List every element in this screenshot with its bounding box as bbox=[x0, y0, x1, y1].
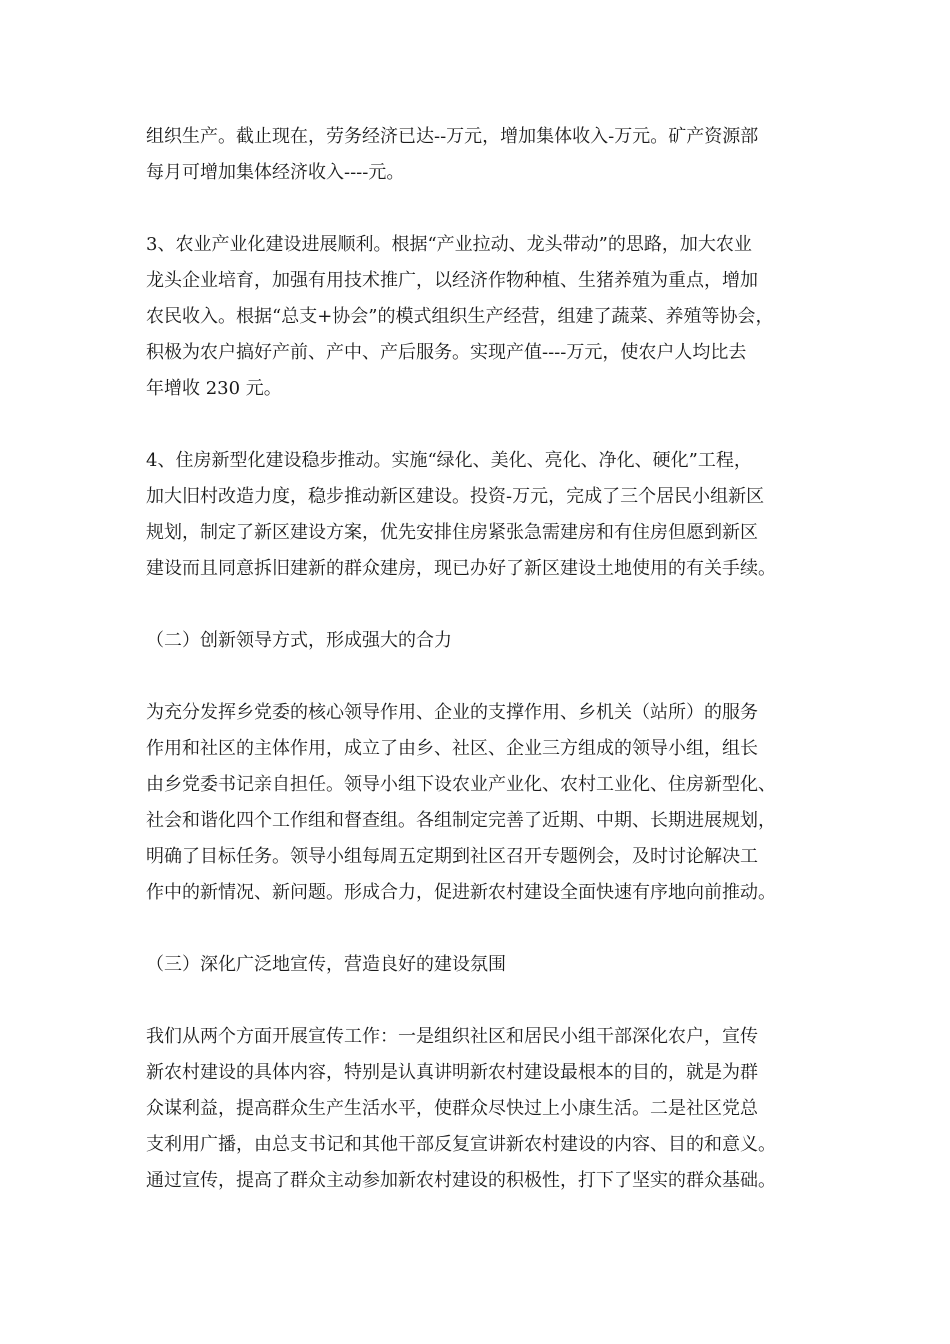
text-line: 众谋利益，提高群众生产生活水平，使群众尽快过上小康生活。二是社区党总 bbox=[146, 1098, 758, 1119]
text-line: 通过宣传，提高了群众主动参加新农村建设的积极性，打下了坚实的群众基础。 bbox=[146, 1170, 776, 1191]
text-line: 组织生产。截止现在，劳务经济已达--万元，增加集体收入-万元。矿产资源部 bbox=[146, 126, 759, 147]
paragraph-labor-economy bbox=[146, 119, 826, 191]
text-line: 由乡党委书记亲自担任。领导小组下设农业产业化、农村工业化、住房新型化、 bbox=[146, 774, 776, 795]
text-line: 积极为农户搞好产前、产中、产后服务。实现产值----万元，使农户人均比去 bbox=[146, 342, 747, 363]
text-line: 龙头企业培育，加强有用技术推广，以经济作物种植、生猪养殖为重点，增加 bbox=[146, 270, 758, 291]
text-line: 4、住房新型化建设稳步推动。实施“绿化、美化、亮化、净化、硬化”工程， bbox=[146, 450, 752, 471]
heading-text: （三）深化广泛地宣传，营造良好的建设氛围 bbox=[146, 954, 506, 975]
heading-text: （二）创新领导方式，形成强大的合力 bbox=[146, 630, 452, 651]
paragraph-leadership bbox=[146, 695, 826, 911]
section-heading-3 bbox=[146, 947, 826, 983]
text-line: 加大旧村改造力度，稳步推动新区建设。投资-万元，完成了三个居民小组新区 bbox=[146, 486, 765, 507]
text-line: 年增收 230 元。 bbox=[146, 378, 282, 399]
text-line: 农民收入。根据“总支+协会”的模式组织生产经营，组建了蔬菜、养殖等协会， bbox=[146, 306, 774, 327]
paragraph-agri-industrialization bbox=[146, 227, 826, 407]
paragraph-housing bbox=[146, 443, 826, 587]
text-line: 规划，制定了新区建设方案，优先安排住房紧张急需建房和有住房但愿到新区 bbox=[146, 522, 758, 543]
text-line: 我们从两个方面开展宣传工作：一是组织社区和居民小组干部深化农户，宣传 bbox=[146, 1026, 758, 1047]
text-line: 为充分发挥乡党委的核心领导作用、企业的支撑作用、乡机关（站所）的服务 bbox=[146, 702, 758, 723]
text-line: 建设而且同意拆旧建新的群众建房，现已办好了新区建设土地使用的有关手续。 bbox=[146, 558, 776, 579]
paragraph-publicity bbox=[146, 1019, 826, 1199]
text-line: 明确了目标任务。领导小组每周五定期到社区召开专题例会，及时讨论解决工 bbox=[146, 846, 758, 867]
text-line: 社会和谐化四个工作组和督查组。各组制定完善了近期、中期、长期进展规划， bbox=[146, 810, 776, 831]
text-line: 3、农业产业化建设进展顺利。根据“产业拉动、龙头带动”的思路，加大农业 bbox=[146, 234, 752, 255]
text-line: 每月可增加集体经济收入----元。 bbox=[146, 162, 405, 183]
text-line: 支利用广播，由总支书记和其他干部反复宣讲新农村建设的内容、目的和意义。 bbox=[146, 1134, 776, 1155]
section-heading-2 bbox=[146, 623, 826, 659]
text-line: 作用和社区的主体作用，成立了由乡、社区、企业三方组成的领导小组，组长 bbox=[146, 738, 758, 759]
text-line: 作中的新情况、新问题。形成合力，促进新农村建设全面快速有序地向前推动。 bbox=[146, 882, 776, 903]
text-line: 新农村建设的具体内容，特别是认真讲明新农村建设最根本的目的，就是为群 bbox=[146, 1062, 758, 1083]
